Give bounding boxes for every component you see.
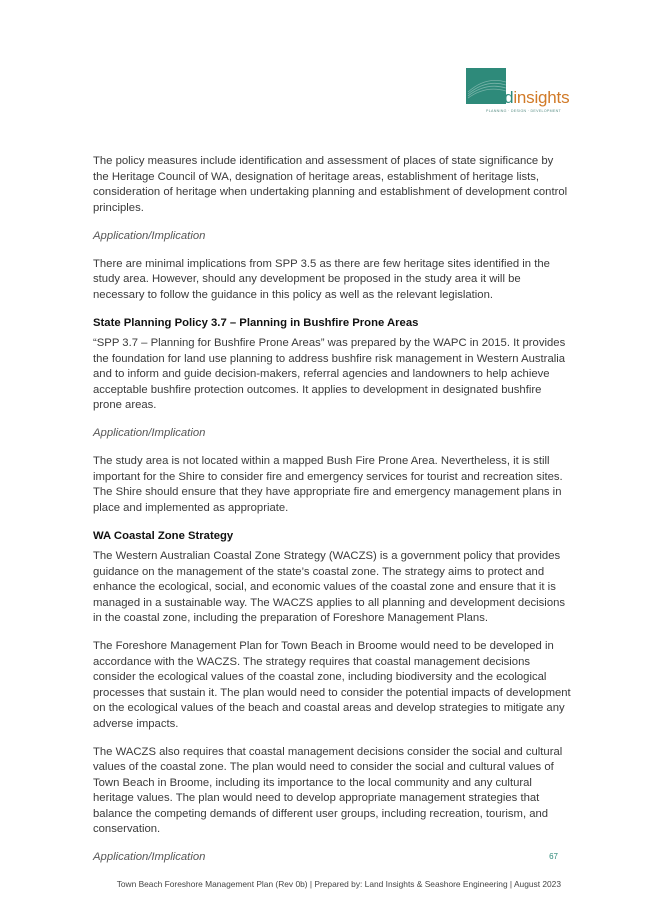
paragraph-waczs-ecological: The Foreshore Management Plan for Town Beach in Broome would need to be developed in accordance with the WACZS. The strategy requires that coastal management decisions consider the ecological values of the coastal zone, including biodiversity and the ecological processes that sustain it. The plan would need to consider the potential impacts of development on the ecological values of the beach and coastal areas and develop strategies to mitigate any adverse impacts. bbox=[93, 640, 571, 730]
paragraph-waczs-overview: The Western Australian Coastal Zone Strategy (WACZS) is a government policy that provides guidance on the management of the state’s coastal zone. The strategy aims to protect and enhance the ecological, social, and economic values of the coastal zone and ensure that it is managed in a sustainable way. The WACZS applies to all planning and development decisions in the coastal zone, including the preparation of Foreshore Management Plans. bbox=[93, 550, 566, 624]
paragraph-heritage-measures: The policy measures include identification and assessment of places of state significance by the Heritage Council of WA, designation of heritage areas, establishment of heritage lists, consideration of heritage when undertaking planning and establishment of development control principles. bbox=[93, 155, 568, 214]
page-number: 67 bbox=[549, 852, 558, 861]
logo-tagline: PLANNING · DESIGN · DEVELOPMENT bbox=[486, 109, 561, 113]
paragraph-spp35-implications: There are minimal implications from SPP 3.5 as there are few heritage sites identified in the study area. However, should any development be proposed in the study area it will be necessary to follow the guidance in this policy as well as the relevant legislation. bbox=[93, 257, 550, 301]
page-body bbox=[93, 154, 571, 878]
paragraph-bushfire-implications: The study area is not located within a mapped Bush Fire Prone Area. Nevertheless, it is still important for the Shire to consider fire and emergency services for tourist and recreation sites. The Shire should ensure that they have appropriate fire and emergency management plans in place and implemented as appropriate. bbox=[93, 455, 563, 514]
subheading-application-1: Application/Implication bbox=[93, 229, 206, 242]
page-footer: Town Beach Foreshore Management Plan (Rev 0b) | Prepared by: Land Insights & Seashore Engineering | August 2023 bbox=[116, 879, 561, 889]
paragraph-spp37: “SPP 3.7 – Planning for Bushfire Prone Areas” was prepared by the WAPC in 2015. It provides the foundation for land use planning to address bushfire risk management in Western Australia and to inform and guide decision-makers, referral agencies and landowners to help achieve acceptable bushfire protection outcomes. It applies to development in designated bushfire prone areas. bbox=[93, 337, 566, 411]
heading-spp37: State Planning Policy 3.7 – Planning in Bushfire Prone Areas bbox=[93, 316, 419, 329]
heading-wa-coastal-zone-strategy: WA Coastal Zone Strategy bbox=[93, 529, 234, 542]
paragraph-waczs-social: The WACZS also requires that coastal management decisions consider the social and cultural values of the coastal zone. The plan would need to consider the social and cultural values of Town Beach in Broome, including its importance to the local community and any cultural heritage values. The plan would need to develop appropriate management strategies that balance the competing demands of different user groups, including recreation, tourism, and conservation. bbox=[93, 745, 563, 835]
logo-wordmark: landinsights bbox=[482, 88, 570, 107]
land-insights-logo bbox=[466, 68, 570, 116]
subheading-application-3: Application/Implication bbox=[93, 851, 206, 863]
subheading-application-2: Application/Implication bbox=[93, 427, 206, 439]
